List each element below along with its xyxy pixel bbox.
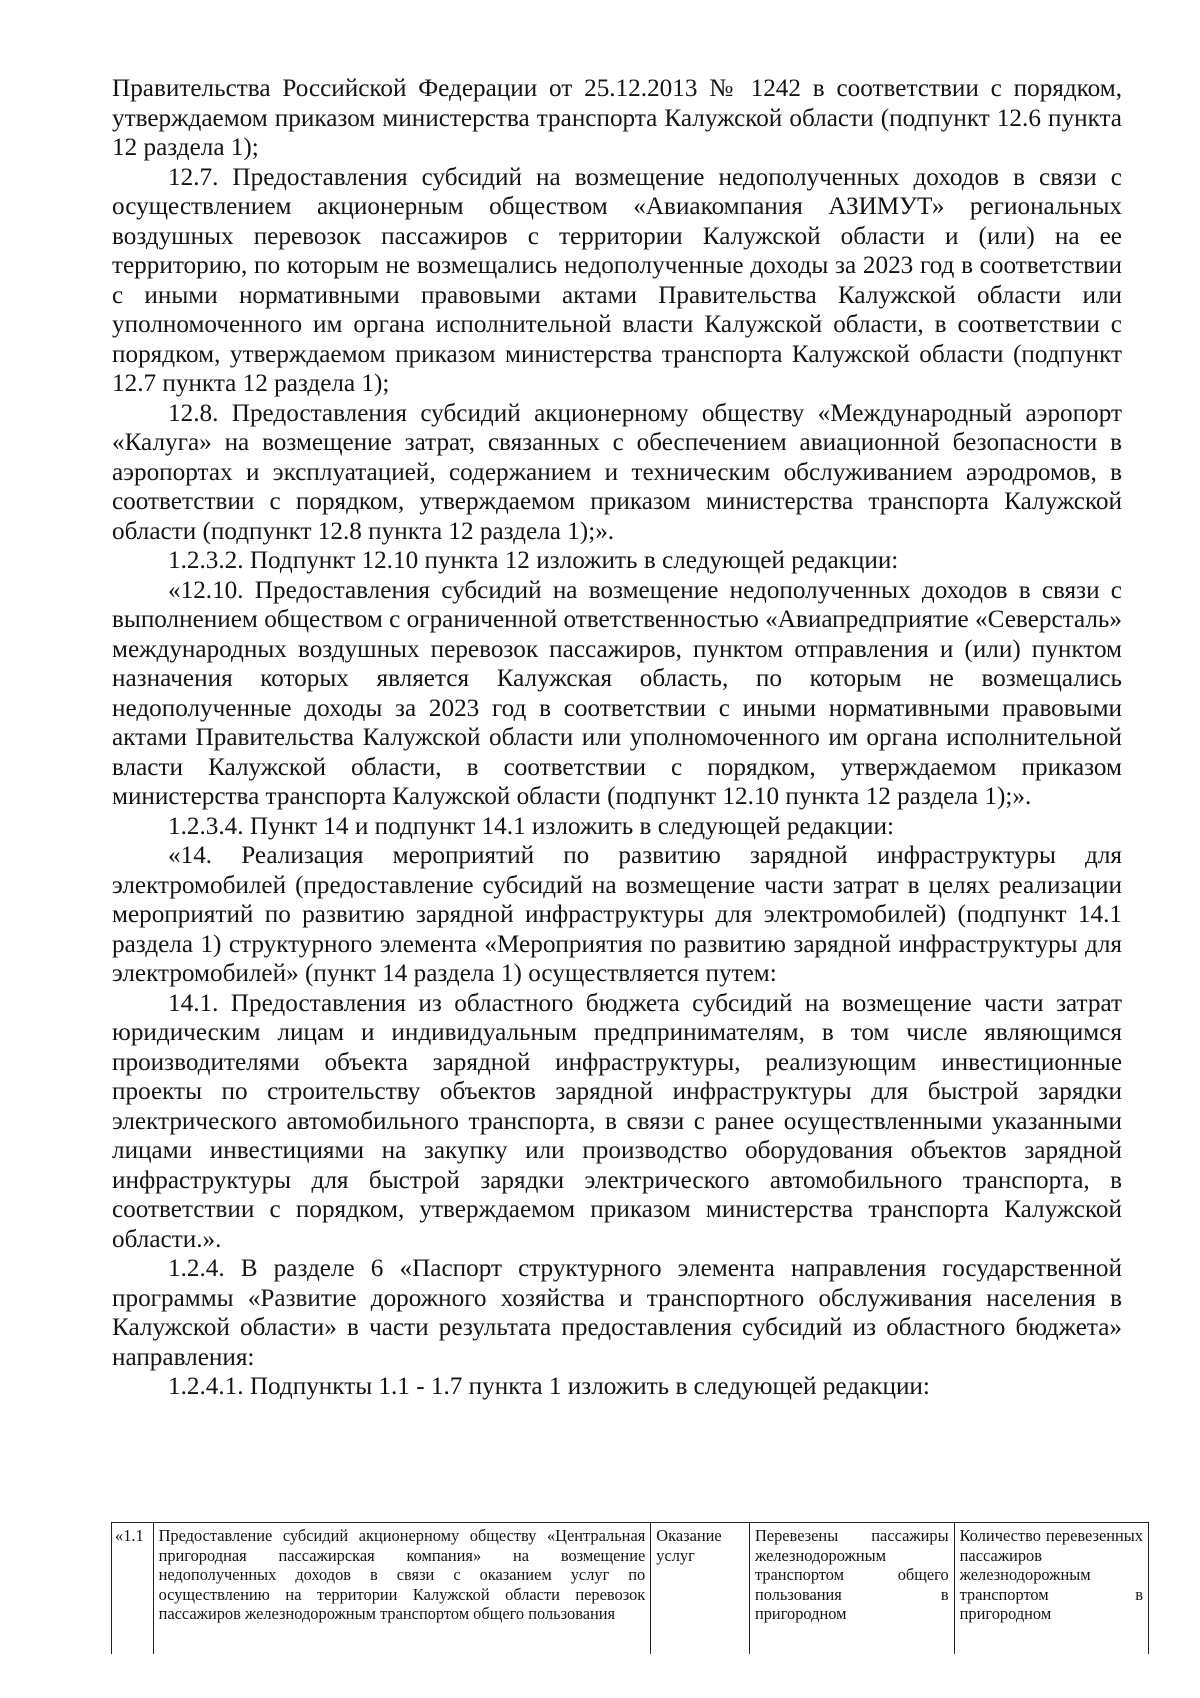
- table-row: [112, 1523, 1149, 1655]
- table-cell-indicator: Количество перевезенных пассажиров железнодорожным транспортом в пригородном: [954, 1523, 1148, 1655]
- paragraph-1-2-3-2: 1.2.3.2. Подпункт 12.10 пункта 12 изложить в следующей редакции:: [168, 547, 899, 574]
- results-table-fragment: [111, 1522, 1149, 1654]
- table-cell-number: «1.1: [112, 1523, 154, 1655]
- table-cell-type: Оказание услуг: [651, 1523, 750, 1655]
- table-cell-result: Перевезены пассажиры железнодорожным транспортом общего пользования в пригородном: [749, 1523, 954, 1655]
- results-table: [111, 1522, 1149, 1654]
- paragraph-14: «14. Реализация мероприятий по развитию зарядной инфраструктуры для электромобилей (предоставление субсидий на возмещение части затрат в целях реализации мероприятий по развитию зарядной инфраструктуры для электромобилей) (подпункт 14.1 раздела 1) структурного элемента «Мероприятия по развитию зарядной инфраструктуры для электромобилей» (пункт 14 раздела 1) осуществляется путем:: [112, 842, 1122, 987]
- paragraph-12-7: 12.7. Предоставления субсидий на возмещение недополученных доходов в связи с осуществлением акционерным обществом «Авиакомпания АЗИМУТ» региональных воздушных перевозок пассажиров с территории Калужской области и (или) на ее территорию, по которым не возмещались недополученные доходы за 2023 год в соответствии с иными нормативными правовыми актами Правительства Калужской области или уполномоченного им органа исполнительной власти Калужской области, в соответствии с порядком, утверждаемом приказом министерства транспорта Калужской области (подпункт 12.7 пункта 12 раздела 1);: [112, 163, 1122, 397]
- document-body: [112, 74, 1122, 1402]
- paragraph-1-2-3-4: 1.2.3.4. Пункт 14 и подпункт 14.1 изложить в следующей редакции:: [168, 812, 894, 840]
- paragraph-12-8: 12.8. Предоставления субсидий акционерному обществу «Международный аэропорт «Калуга» на возмещение затрат, связанных с обеспечением авиационной безопасности в аэропортах и эксплуатацией, содержанием и техническим обслуживанием аэродромов, в соответствии с порядком, утверждаемом приказом министерства транспорта Калужской области (подпункт 12.8 пункта 12 раздела 1);».: [112, 399, 1122, 545]
- paragraph-continuation: Правительства Российской Федерации от 25.12.2013 № 1242 в соответствии с порядком, утверждаемом приказом министерства транспорта Калужской области (подпункт 12.6 пункта 12 раздела 1);: [112, 75, 1122, 161]
- table-cell-description: Предоставление субсидий акционерному обществу «Центральная пригородная пассажирская компания» на возмещение недополученных доходов в связи с оказанием услуг по осуществлению на территории Калужской области перевозок пассажиров железнодорожным транспортом общего пользования: [153, 1523, 651, 1655]
- paragraph-1-2-4-1: 1.2.4.1. Подпункты 1.1 - 1.7 пункта 1 изложить в следующей редакции:: [168, 1373, 930, 1400]
- paragraph-1-2-4: 1.2.4. В разделе 6 «Паспорт структурного элемента направления государственной программы «Развитие дорожного хозяйства и транспортного обслуживания населения в Калужской области» в части результата предоставления субсидий из областного бюджета» направления:: [112, 1255, 1122, 1371]
- paragraph-14-1: 14.1. Предоставления из областного бюджета субсидий на возмещение части затрат юридическим лицам и индивидуальным предпринимателям, в том числе являющимся производителями объекта зарядной инфраструктуры, реализующим инвестиционные проекты по строительству объектов зарядной инфраструктуры для быстрой зарядки электрического автомобильного транспорта, в связи с ранее осуществленными указанными лицами инвестициями на закупку или производство оборудования объектов зарядной инфраструктуры для быстрой зарядки электрического автомобильного транспорта, в соответствии с порядком, утверждаемом приказом министерства транспорта Калужской области.».: [112, 989, 1122, 1253]
- paragraph-12-10: «12.10. Предоставления субсидий на возмещение недополученных доходов в связи с выполнением обществом с ограниченной ответственностью «Авиапредприятие «Северсталь» международных воздушных перевозок пассажиров, пунктом отправления и (или) пунктом назначения которых является Калужская область, по которым не возмещались недополученные доходы за 2023 год в соответствии с иными нормативными правовыми актами Правительства Калужской области или уполномоченного им органа исполнительной власти Калужской области, в соответствии с порядком, утверждаемом приказом министерства транспорта Калужской области (подпункт 12.10 пункта 12 раздела 1);».: [112, 576, 1122, 810]
